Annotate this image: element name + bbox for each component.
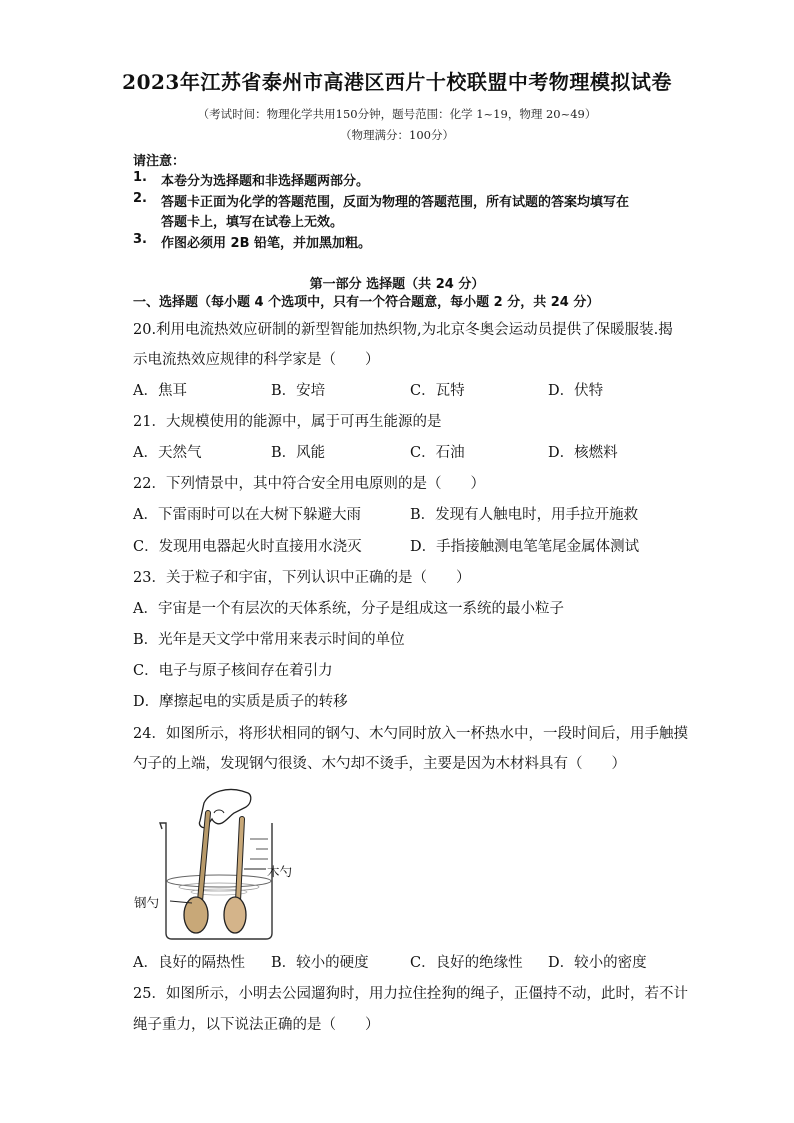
question-21-option-b: B．风能 <box>271 445 326 461</box>
question-20-option-d: D．伏特 <box>548 383 604 399</box>
question-23-option-a: A．宇宙是一个有层次的天体系统，分子是组成这一系统的最小粒子 <box>133 601 564 617</box>
notice-text: 答题卡正面为化学的答题范围，反面为物理的答题范围，所有试题的答案均填写在 <box>161 195 630 210</box>
question-22-option-d: D．手指接触测电笔笔尾金属体测试 <box>410 539 640 555</box>
question-20-stem-line1: 20.利用电流热效应研制的新型智能加热织物,为北京冬奥会运动员提供了保暖服装.揭 <box>133 322 673 338</box>
question-25-stem-line2: 绳子重力，以下说法正确的是（ ） <box>133 1017 380 1033</box>
wooden-spoon-label: 木勺 <box>267 864 293 879</box>
question-20-option-c: C．瓦特 <box>410 383 465 399</box>
notice-text: 本卷分为选择题和非选择题两部分。 <box>161 174 370 189</box>
exam-title: 2023年江苏省泰州市高港区西片十校联盟中考物理模拟试卷 <box>122 70 672 94</box>
beaker-spoons-figure <box>130 783 330 943</box>
question-25-stem-line1: 25．如图所示，小明去公园遛狗时，用力拉住拴狗的绳子，正僵持不动，此时，若不计 <box>133 986 688 1002</box>
question-21-option-a: A．天然气 <box>133 445 202 461</box>
beaker-illustration <box>130 783 330 943</box>
wooden-spoon-icon <box>224 897 246 933</box>
notice-num: 3. <box>133 232 147 247</box>
question-24-stem-line2: 勺子的上端，发现钢勺很烫、木勺却不烫手，主要是因为木材料具有（ ） <box>133 756 626 772</box>
question-21-option-c: C．石油 <box>410 445 465 461</box>
exam-time-info: （考试时间：物理化学共用150分钟，题号范围：化学 1~19，物理 20~49） <box>197 107 597 121</box>
section-title: 第一部分 选择题（共 24 分） <box>309 277 485 292</box>
question-24-option-b: B．较小的硬度 <box>271 955 369 971</box>
question-22-option-c: C．发现用电器起火时直接用水浇灭 <box>133 539 362 555</box>
question-24-option-a: A．良好的隔热性 <box>133 955 245 971</box>
question-23-option-b: B．光年是天文学中常用来表示时间的单位 <box>133 632 405 648</box>
notice-text: 作图必须用 2B 铅笔，并加黑加粗。 <box>161 236 372 251</box>
notice-num: 2. <box>133 191 147 206</box>
question-20-option-b: B．安培 <box>271 383 326 399</box>
question-22-stem: 22．下列情景中，其中符合安全用电原则的是（ ） <box>133 476 485 492</box>
question-23-option-c: C．电子与原子核间存在着引力 <box>133 663 333 679</box>
question-23-option-d: D．摩擦起电的实质是质子的转移 <box>133 694 348 710</box>
question-22-option-a: A．下雷雨时可以在大树下躲避大雨 <box>133 507 361 523</box>
steel-spoon-label: 钢勺 <box>134 895 160 910</box>
question-24-option-c: C．良好的绝缘性 <box>410 955 523 971</box>
question-21-stem: 21．大规模使用的能源中，属于可再生能源的是 <box>133 414 442 430</box>
question-22-option-b: B．发现有人触电时，用手拉开施救 <box>410 507 639 523</box>
section-instruction: 一、选择题（每小题 4 个选项中，只有一个符合题意，每小题 2 分，共 24 分） <box>133 295 600 310</box>
question-24-option-d: D．较小的密度 <box>548 955 647 971</box>
question-20-stem-line2: 示电流热效应规律的科学家是（ ） <box>133 352 380 368</box>
question-24-stem-line1: 24．如图所示，将形状相同的钢勺、木勺同时放入一杯热水中，一段时间后，用手触摸 <box>133 726 688 742</box>
exam-score-info: （物理满分：100分） <box>340 128 454 142</box>
question-21-option-d: D．核燃料 <box>548 445 618 461</box>
notice-text: 答题卡上，填写在试卷上无效。 <box>161 215 344 230</box>
question-20-option-a: A．焦耳 <box>133 383 187 399</box>
beaker-icon <box>160 823 272 939</box>
question-23-stem: 23．关于粒子和宇宙，下列认识中正确的是（ ） <box>133 570 471 586</box>
notice-heading: 请注意： <box>133 154 186 169</box>
notice-num: 1. <box>133 170 147 185</box>
